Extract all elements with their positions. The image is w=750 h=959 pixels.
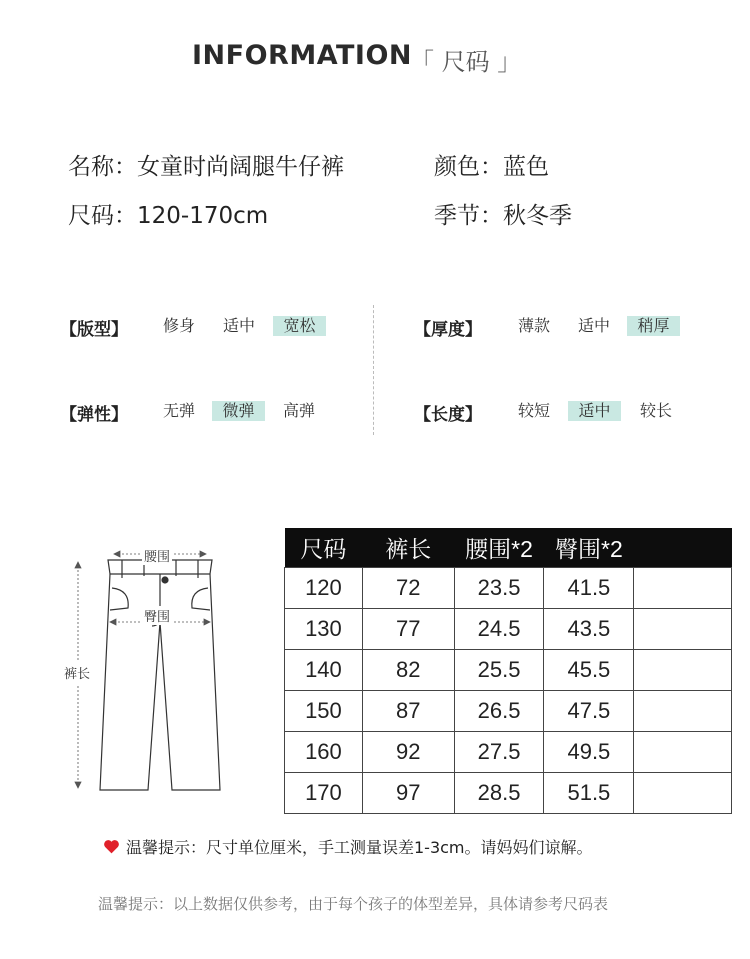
table-header-size: 尺码 [285,528,363,568]
page-title: INFORMATION [192,40,413,71]
table-cell: 150 [285,691,363,732]
length-option-short: 较短 [518,401,551,420]
table-cell: 160 [285,732,363,773]
stretch-label: 【弹性】 [60,405,128,425]
table-cell: 23.5 [454,568,544,609]
table-row [285,568,732,609]
table-cell: 45.5 [544,650,634,691]
table-cell [634,609,732,650]
measurement-note: 温馨提示：尺寸单位厘米，手工测量误差1-3cm。请妈妈们谅解。 [126,838,593,857]
stretch-option-slight: 微弹 [212,401,265,421]
thickness-option-thick: 稍厚 [627,316,680,336]
fit-option-loose: 宽松 [273,316,326,336]
thickness-option-thin: 薄款 [518,316,551,335]
table-header-hip: 臀围*2 [544,528,634,568]
table-cell: 120 [285,568,363,609]
table-cell: 47.5 [544,691,634,732]
table-row [285,609,732,650]
fit-label: 【版型】 [60,320,128,340]
table-cell: 41.5 [544,568,634,609]
table-header-empty [634,528,732,568]
attribute-divider [373,305,374,435]
table-cell: 24.5 [454,609,544,650]
length-option-medium: 适中 [568,401,621,421]
table-cell [634,732,732,773]
length-label: 【长度】 [414,405,482,425]
page-subtitle: 「 尺码 」 [410,48,522,76]
table-row [285,732,732,773]
table-row [285,691,732,732]
stretch-option-high: 高弹 [283,401,316,420]
table-cell: 92 [362,732,454,773]
table-cell: 28.5 [454,773,544,814]
table-cell [634,691,732,732]
table-cell: 43.5 [544,609,634,650]
thickness-option-medium: 适中 [578,316,611,335]
table-cell: 82 [362,650,454,691]
table-header-row [285,528,732,568]
reference-note: 温馨提示：以上数据仅供参考，由于每个孩子的体型差异，具体请参考尺码表 [98,895,609,913]
right-pocket [192,588,210,610]
product-name: 名称：女童时尚阔腿牛仔裤 [68,154,344,180]
table-cell: 25.5 [454,650,544,691]
length-option-long: 较长 [640,401,673,420]
table-cell: 27.5 [454,732,544,773]
table-cell: 77 [362,609,454,650]
diagram-waist-label: 腰围 [142,546,172,565]
table-row [285,650,732,691]
diagram-hip-label: 臀围 [142,606,172,625]
table-cell: 72 [362,568,454,609]
table-cell: 170 [285,773,363,814]
table-cell [634,568,732,609]
table-cell: 87 [362,691,454,732]
size-table [284,528,732,814]
fit-option-regular: 适中 [223,316,256,335]
product-season: 季节：秋冬季 [434,203,572,229]
product-size: 尺码：120-170cm [68,203,269,229]
fit-option-slim: 修身 [163,316,196,335]
table-cell: 97 [362,773,454,814]
table-cell: 130 [285,609,363,650]
table-cell: 140 [285,650,363,691]
table-cell [634,773,732,814]
product-color: 颜色：蓝色 [434,154,549,180]
heart-icon [103,839,120,854]
table-cell: 49.5 [544,732,634,773]
table-cell: 51.5 [544,773,634,814]
table-row [285,773,732,814]
thickness-label: 【厚度】 [414,320,482,340]
table-header-length: 裤长 [362,528,454,568]
table-cell: 26.5 [454,691,544,732]
table-cell [634,650,732,691]
left-pocket [110,588,128,610]
diagram-length-label: 裤长 [64,661,90,684]
table-header-waist: 腰围*2 [454,528,544,568]
stretch-option-none: 无弹 [163,401,196,420]
